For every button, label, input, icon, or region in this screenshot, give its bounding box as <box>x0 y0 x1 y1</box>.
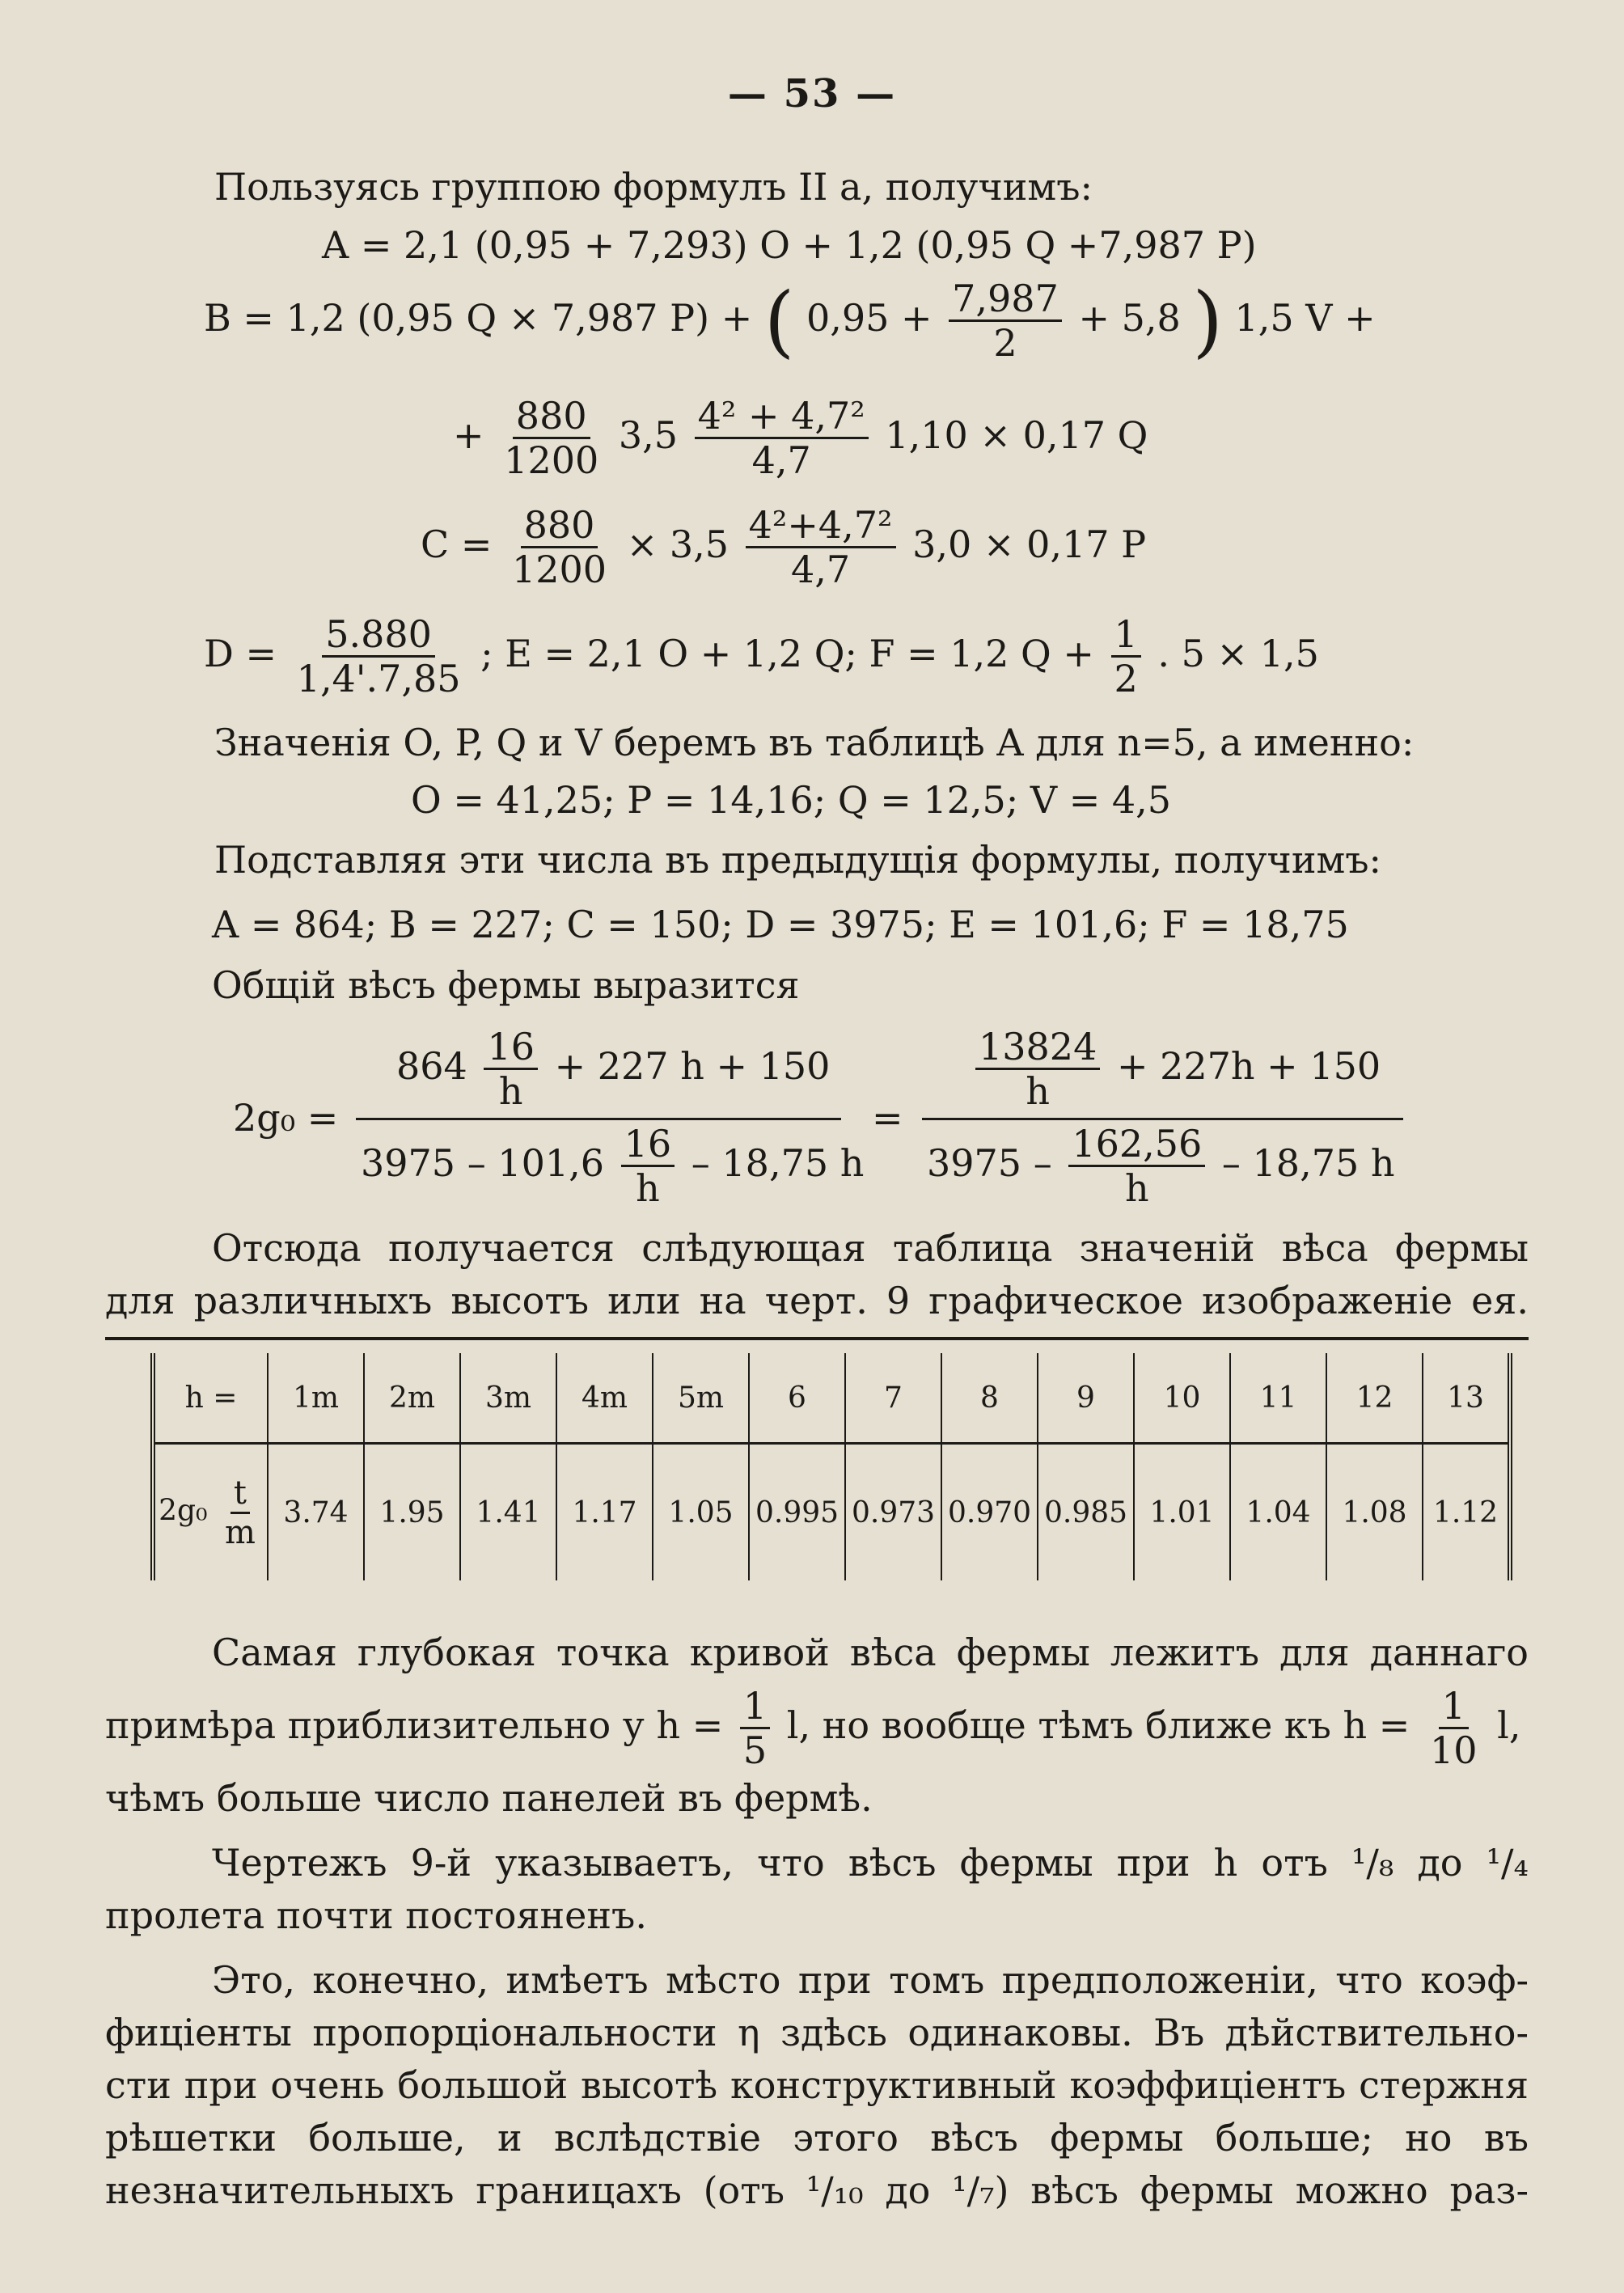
factor: 3,5 <box>618 412 679 457</box>
table-cell: 8 <box>941 1353 1038 1444</box>
table-top-rule <box>105 1337 1529 1340</box>
formula-ef: ; E = 2,1 O + 1,2 Q; F = 1,2 Q + <box>480 631 1094 675</box>
table-cell: 1m <box>268 1353 364 1444</box>
text: l, <box>1497 1703 1521 1747</box>
table-cell: 13 <box>1423 1353 1510 1444</box>
table-cell: 10 <box>1134 1353 1230 1444</box>
unit-fraction <box>222 1476 259 1550</box>
formula-b-continued <box>453 394 1148 483</box>
weight-num-right <box>971 1025 1381 1114</box>
fraction <box>746 503 896 592</box>
fraction <box>975 1025 1100 1114</box>
paragraph-4b: фиціенты пропорціональности η здѣсь одинаковы. Въ дѣйствительно- <box>105 2011 1529 2054</box>
fraction <box>695 394 869 483</box>
fraction <box>1427 1686 1481 1771</box>
formula-c-post: 3,0 × 0,17 P <box>912 522 1147 566</box>
paragraph-3b: пролета почти постояненъ. <box>105 1893 647 1937</box>
numerator: t <box>230 1476 250 1514</box>
numerator: 5.880 <box>322 615 435 658</box>
terms: + 227h + 150 <box>1116 1043 1381 1088</box>
denominator: h <box>1026 1069 1050 1114</box>
fraction <box>501 394 602 483</box>
table-cell: 11 <box>1230 1353 1326 1444</box>
formula-c-pre: C = <box>421 522 493 566</box>
text: примѣра приблизительно у h = <box>105 1703 724 1747</box>
fraction <box>294 612 464 701</box>
table-row <box>153 1444 1510 1581</box>
table-row <box>153 1353 1510 1444</box>
table-cell: 7 <box>845 1353 941 1444</box>
denominator: h <box>636 1166 660 1211</box>
terms: – 18,75 h <box>1221 1140 1395 1185</box>
paragraph-2a: Самая глубокая точка кривой вѣса фермы лежитъ для даннаго <box>212 1631 1529 1674</box>
terms: + 227 h + 150 <box>554 1043 831 1088</box>
numerator: 16 <box>484 1027 538 1070</box>
values-line: O = 41,25; P = 14,16; Q = 12,5; V = 4,5 <box>411 778 1172 822</box>
weight-table <box>150 1353 1512 1580</box>
numerator: 880 <box>521 506 598 548</box>
numerator: 1 <box>1111 615 1141 658</box>
paragraph-3a: Чертежъ 9-й указываетъ, что вѣсъ фермы при h отъ ¹/₈ до ¹/₄ <box>212 1841 1529 1885</box>
weight-lhs: 2g₀ = <box>233 1096 339 1140</box>
table-cell: 9 <box>1038 1353 1134 1444</box>
paragraph-4d: рѣшетки больше, и вслѣдствіе этого вѣсъ фермы больше; но въ <box>105 2116 1529 2160</box>
numerator: 162,56 <box>1068 1124 1205 1167</box>
table-cell: 1.08 <box>1326 1444 1423 1581</box>
paren-close: ) <box>1192 275 1223 366</box>
table-cell: 12 <box>1326 1353 1423 1444</box>
text: l, но вообще тѣмъ ближе къ h = <box>786 1703 1410 1747</box>
numerator: 4² + 4,7² <box>695 396 869 439</box>
denominator: 10 <box>1429 1728 1478 1773</box>
terms: 3975 – <box>927 1140 1052 1185</box>
table-cell: 1.04 <box>1230 1444 1326 1581</box>
paren-open: ( <box>763 275 795 366</box>
denominator: 2 <box>993 321 1017 366</box>
denominator: h <box>1124 1166 1149 1211</box>
numerator: 1 <box>1439 1686 1469 1729</box>
paragraph-2b <box>105 1686 1520 1771</box>
fraction <box>740 1686 770 1771</box>
numerator: 16 <box>621 1124 675 1167</box>
paragraph-4c: сти при очень большой высотѣ конструктивный коэффиціентъ стержня <box>105 2063 1529 2107</box>
formula-b <box>204 275 1376 366</box>
formula-a: A = 2,1 (0,95 + 7,293) O + 1,2 (0,95 Q +7,987 P) <box>322 223 1257 267</box>
denominator: 1200 <box>504 438 599 483</box>
fraction <box>509 503 610 592</box>
weight-equals: = <box>872 1096 903 1140</box>
table-cell: 1.95 <box>364 1444 460 1581</box>
table-cell: 4m <box>556 1353 653 1444</box>
fraction <box>1068 1122 1205 1211</box>
table-cell: 6 <box>749 1353 845 1444</box>
formula-b-post: 1,5 V + <box>1234 295 1376 340</box>
denominator: m <box>224 1513 256 1551</box>
fraction-bar-right <box>922 1118 1403 1120</box>
denominator: 5 <box>742 1728 768 1773</box>
weight-symbol: 2g₀ <box>159 1494 208 1527</box>
table-cell: 2m <box>364 1353 460 1444</box>
weight-num-left <box>396 1025 831 1114</box>
fraction <box>1111 612 1141 701</box>
fraction <box>621 1122 675 1211</box>
terms: 3975 – 101,6 <box>361 1140 604 1185</box>
formula-def <box>204 612 1319 701</box>
fraction <box>484 1025 538 1114</box>
values-intro: Значенія O, P, Q и V беремъ въ таблицѣ A для n=5, а именно: <box>214 721 1415 764</box>
fraction-bar-left <box>356 1118 841 1120</box>
row-header-h: h = <box>153 1353 268 1444</box>
denominator: h <box>498 1069 523 1114</box>
table-cell: 0.985 <box>1038 1444 1134 1581</box>
paragraph-1b: для различныхъ высотъ или на черт. 9 графическое изображеніе ея. <box>105 1279 1529 1322</box>
table-cell: 3m <box>460 1353 556 1444</box>
fraction <box>949 277 1062 366</box>
intro-line: Пользуясь группою формулъ II a, получимъ: <box>214 165 1093 209</box>
table-cell: 0.970 <box>941 1444 1038 1581</box>
numerator: 880 <box>513 396 590 439</box>
formula-b-tail: 1,10 × 0,17 Q <box>885 412 1148 457</box>
table-cell: 0.973 <box>845 1444 941 1581</box>
formula-b-in1: 0,95 + <box>806 295 933 340</box>
weight-den-left <box>361 1122 865 1211</box>
terms: – 18,75 h <box>691 1140 865 1185</box>
table-cell: 3.74 <box>268 1444 364 1581</box>
denominator: 2 <box>1114 657 1138 701</box>
factor: × 3,5 <box>626 522 730 566</box>
weight-den-right <box>927 1122 1395 1211</box>
denominator: 1200 <box>512 548 607 592</box>
coef: 864 <box>396 1043 467 1088</box>
paragraph-1a: Отсюда получается слѣдующая таблица значеній вѣса фермы <box>212 1226 1529 1270</box>
paragraph-4a: Это, конечно, имѣетъ мѣсто при томъ предположеніи, что коэф- <box>212 1958 1529 2002</box>
row-header-weight <box>153 1444 268 1581</box>
numerator: 7,987 <box>949 279 1062 322</box>
table-cell: 1.12 <box>1423 1444 1510 1581</box>
plus-sign: + <box>453 412 484 457</box>
numerator: 4²+4,7² <box>746 506 896 548</box>
table-cell: 0.995 <box>749 1444 845 1581</box>
paragraph-4e: незначительныхъ границахъ (отъ ¹/₁₀ до ¹/₇) вѣсъ фермы можно раз- <box>105 2168 1529 2212</box>
formula-f-post: . 5 × 1,5 <box>1157 631 1319 675</box>
table-cell: 1.17 <box>556 1444 653 1581</box>
formula-b-pre: B = 1,2 (0,95 Q × 7,987 P) + <box>204 295 753 340</box>
substitution-line: Подставляя эти числа въ предыдущія формулы, получимъ: <box>214 838 1382 882</box>
total-weight-line: Общій вѣсъ фермы выразится <box>212 963 800 1007</box>
table-cell: 1.01 <box>1134 1444 1230 1581</box>
table-cell: 1.05 <box>653 1444 749 1581</box>
denominator: 4,7 <box>751 438 811 483</box>
results-line: A = 864; B = 227; C = 150; D = 3975; E = 101,6; F = 18,75 <box>212 903 1349 946</box>
table-cell: 1.41 <box>460 1444 556 1581</box>
paragraph-2c: чѣмъ больше число панелей въ фермѣ. <box>105 1776 873 1820</box>
formula-d-pre: D = <box>204 631 277 675</box>
denominator: 4,7 <box>791 548 851 592</box>
table-cell: 5m <box>653 1353 749 1444</box>
formula-c <box>421 503 1147 592</box>
page-number: — 53 — <box>727 71 897 116</box>
denominator: 1,4'.7,85 <box>296 657 461 701</box>
numerator: 13824 <box>975 1027 1100 1070</box>
numerator: 1 <box>740 1686 770 1729</box>
formula-b-in2: + 5,8 <box>1078 295 1181 340</box>
